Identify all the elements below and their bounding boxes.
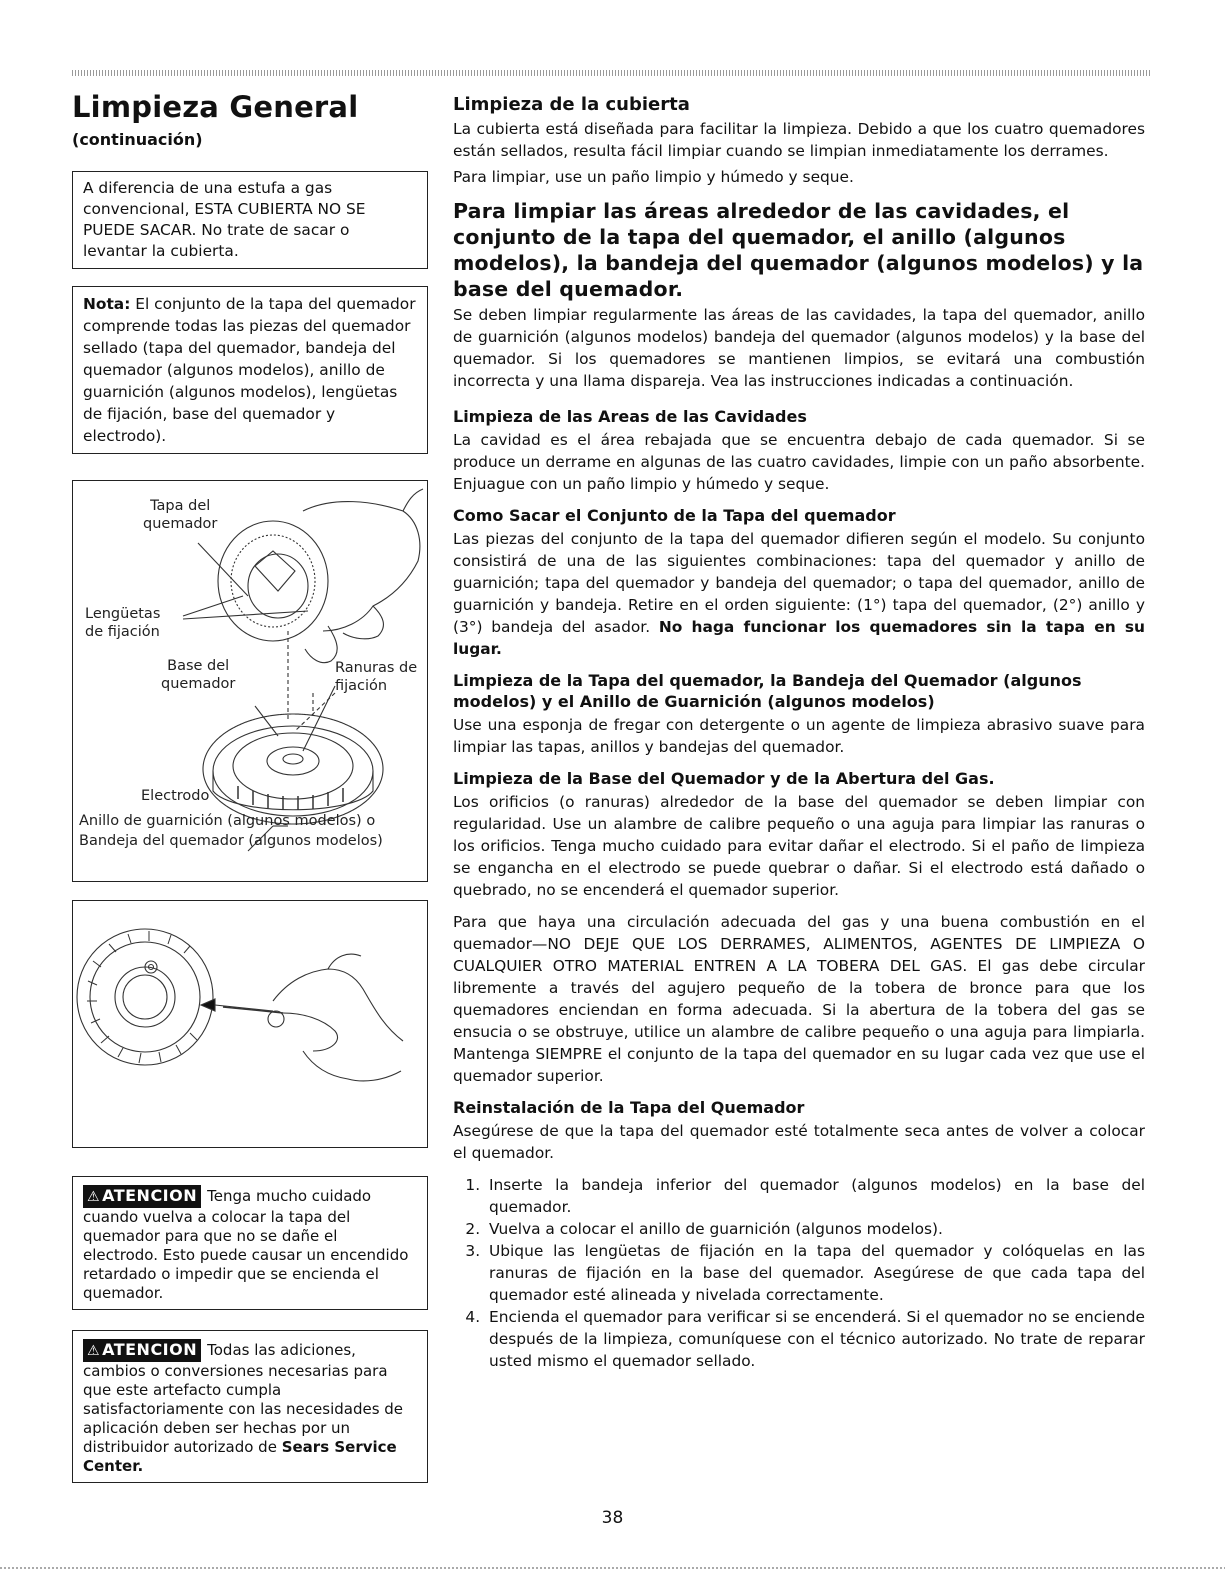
paragraph-reinstalacion: Asegúrese de que la tapa del quemador esté totalmente seca antes de volver a colocar el quemador. (453, 1122, 1145, 1162)
warning-badge-1 (83, 1185, 201, 1208)
warning-badge-2 (83, 1339, 201, 1362)
list-item: 4. Encienda el quemador para verificar si se encenderá. Si el quemador no se enciende después de la limpieza, comuníquese con el técnico autorizado. No trate de reparar usted mismo el quemador sellado. (485, 1306, 1145, 1372)
paragraph-cubierta-2: Para limpiar, use un paño limpio y húmedo y seque. (453, 168, 854, 186)
nota-text: El conjunto de la tapa del quemador comprende todas las piezas del quemador sellado (tapa del quemador, bandeja del quemador (algunos modelos), anillo de guarnición (algunos modelos), lengüetas de fijación, base del quemador y electrodo). (83, 295, 416, 445)
page-subtitle: (continuación) (72, 130, 203, 149)
warning-text-2: Todas las adiciones, cambios o conversiones necesarias para que este artefacto cumpla satisfactoriamente con las necesidades de aplicación deben ser hechas por un distribuidor autorizado de (83, 1341, 404, 1456)
paragraph-cavidades: La cavidad es el área rebajada que se encuentra debajo de cada quemador. Si se produce un derrame en algunas de las cuatro cavidades, limpie con un paño absorbente. Enjuague con un paño limpio y húmedo y seque. (453, 431, 1145, 493)
heading-sacar-conjunto: Como Sacar el Conjunto de la Tapa del quemador (453, 506, 896, 525)
heading-cavidades: Limpieza de las Areas de las Cavidades (453, 407, 807, 426)
burner-assembly-figure (72, 480, 428, 882)
warning-text-1: Tenga mucho cuidado cuando vuelva a colocar la tapa del quemador para que no se dañe el electrodo. Esto puede causar un encendido retardado o impedir que se encienda el quemador. (83, 1187, 409, 1302)
list-item: 1. Inserte la bandeja inferior del quemador (algunos modelos) en la base del quemador. (485, 1174, 1145, 1218)
label-base-del-quemador: Base del quemador (161, 658, 236, 692)
notice-box (72, 171, 428, 269)
nota-box (72, 286, 428, 454)
label-tapa-del-quemador: Tapa del quemador (143, 498, 218, 532)
paragraph-sacar-text: Las piezas del conjunto de la tapa del quemador difieren según el modelo. Su conjunto consistirá de una de las siguientes combinaciones: tapa del quemador y anillo de guarnición; tapa del quemador y bandeja del quemador; o tapa del quemador, anillo de guarnición y bandeja. Retire en el orden siguiente: (1°) tapa del quemador, (2°) anillo y (3°) bandeja del asador. (453, 530, 1145, 636)
bottom-rule (0, 1567, 1225, 1569)
label-electrodo: Electrodo (141, 788, 210, 804)
heading-reinstalacion: Reinstalación de la Tapa del Quemador (453, 1098, 805, 1117)
list-item: 3. Ubique las lengüetas de fijación en la tapa del quemador y colóquelas en las ranuras de fijación en la base del quemador. Asegúrese de que cada tapa del quemador esté alineada y nivelada correctamente. (485, 1240, 1145, 1306)
notice-text: A diferencia de una estufa a gas convencional, ESTA CUBIERTA NO SE PUEDE SACAR. No trate de sacar o levantar la cubierta. (83, 179, 366, 260)
heading-limpieza-cubierta: Limpieza de la cubierta (453, 94, 690, 115)
page-title: Limpieza General (72, 90, 359, 124)
paragraph-sacar-bold: No haga funcionar los quemadores sin la tapa en su lugar. (453, 618, 1145, 658)
paragraph-gas: Para que haya una circulación adecuada del gas y una buena combustión en el quemador—NO DEJE QUE LOS DERRAMES, ALIMENTOS, AGENTES DE LIMPIEZA O CUALQUIER OTRO MATERIAL ENTREN A LA TOBERA DEL GAS. El gas debe circular libremente a través del agujero pequeño de la tobera de bronce para que los quemadores enciendan en forma adecuada. Si la abertura de la tobera del gas se ensucia o se obstruye, utilice un alambre de calibre pequeño o una aguja para limpiarla. Mantenga SIEMPRE el conjunto de la tapa del quemador en su lugar cada vez que use el quemador superior. (453, 913, 1145, 1085)
label-ranuras-de-fijacion: Ranuras de fijación (335, 660, 418, 694)
reinstall-steps-list (453, 1174, 1145, 1372)
paragraph-areas: Se deben limpiar regularmente las áreas de las cavidades, la tapa del quemador, anillo de guarnición (algunos modelos) bandeja del quemador (algunos modelos) y la base del quemador. Si los quemadores se mantienen limpios, se evitará una combustión incorrecta y una llama dispareja. Vea las instrucciones indicadas a continuación. (453, 306, 1145, 390)
heading-limpiar-areas: Para limpiar las áreas alrededor de las cavidades, el conjunto de la tapa del quemador, el anillo (algunos modelos), la bandeja del quemador (algunos modelos) y la base del quemador. (453, 199, 1144, 301)
left-column (72, 90, 428, 1483)
nota-label: Nota: (83, 295, 131, 313)
warning-badge-1-label: ATENCION (102, 1186, 198, 1205)
heading-limpieza-base: Limpieza de la Base del Quemador y de la Abertura del Gas. (453, 769, 995, 788)
warning-triangle-icon: ⚠ (87, 1343, 101, 1359)
warning-triangle-icon: ⚠ (87, 1189, 101, 1205)
warning-badge-2-label: ATENCION (102, 1340, 198, 1359)
paragraph-cubierta-1: La cubierta está diseñada para facilitar la limpieza. Debido a que los cuatro quemadores están sellados, resulta fácil limpiar cuando se limpian inmediatamente los derrames. (453, 120, 1145, 160)
figure-caption: Anillo de guarnición (algunos modelos) o Bandeja del quemador (algunos modelos) (79, 813, 383, 849)
paragraph-limpieza-tapa: Use una esponja de fregar con detergente o un agente de limpieza abrasivo suave para limpiar las tapas, anillos y bandejas del quemador. (453, 716, 1145, 756)
needle-cleaning-illustration (73, 901, 429, 1149)
heading-limpieza-tapa: Limpieza de la Tapa del quemador, la Bandeja del Quemador (algunos modelos) y el Anillo de Guarnición (algunos modelos) (453, 671, 1082, 711)
paragraph-limpieza-base: Los orificios (o ranuras) alrededor de la base del quemador se deben limpiar con regularidad. Use un alambre de calibre pequeño o una aguja para limpiar las ranuras o los orificios. Tenga mucho cuidado para evitar dañar el electrodo. Si el paño de limpieza se engancha en el electrodo se puede quebrar o dañar. Si el electrodo está dañado o quebrado, no se encenderá el quemador superior. (453, 793, 1145, 899)
right-column (453, 94, 1145, 1372)
paragraph-sacar-conjunto (453, 528, 1145, 660)
warning-box-1 (72, 1176, 428, 1310)
list-item: 2. Vuelva a colocar el anillo de guarnición (algunos modelos). (485, 1218, 1145, 1240)
needle-cleaning-figure (72, 900, 428, 1148)
page-number: 38 (601, 1508, 624, 1528)
label-lenguetas-de-fijacion: Lengüetas de fijación (85, 606, 161, 640)
warning-text-2-bold: Sears Service Center. (83, 1438, 397, 1475)
top-rule (72, 70, 1150, 76)
warning-box-2 (72, 1330, 428, 1483)
